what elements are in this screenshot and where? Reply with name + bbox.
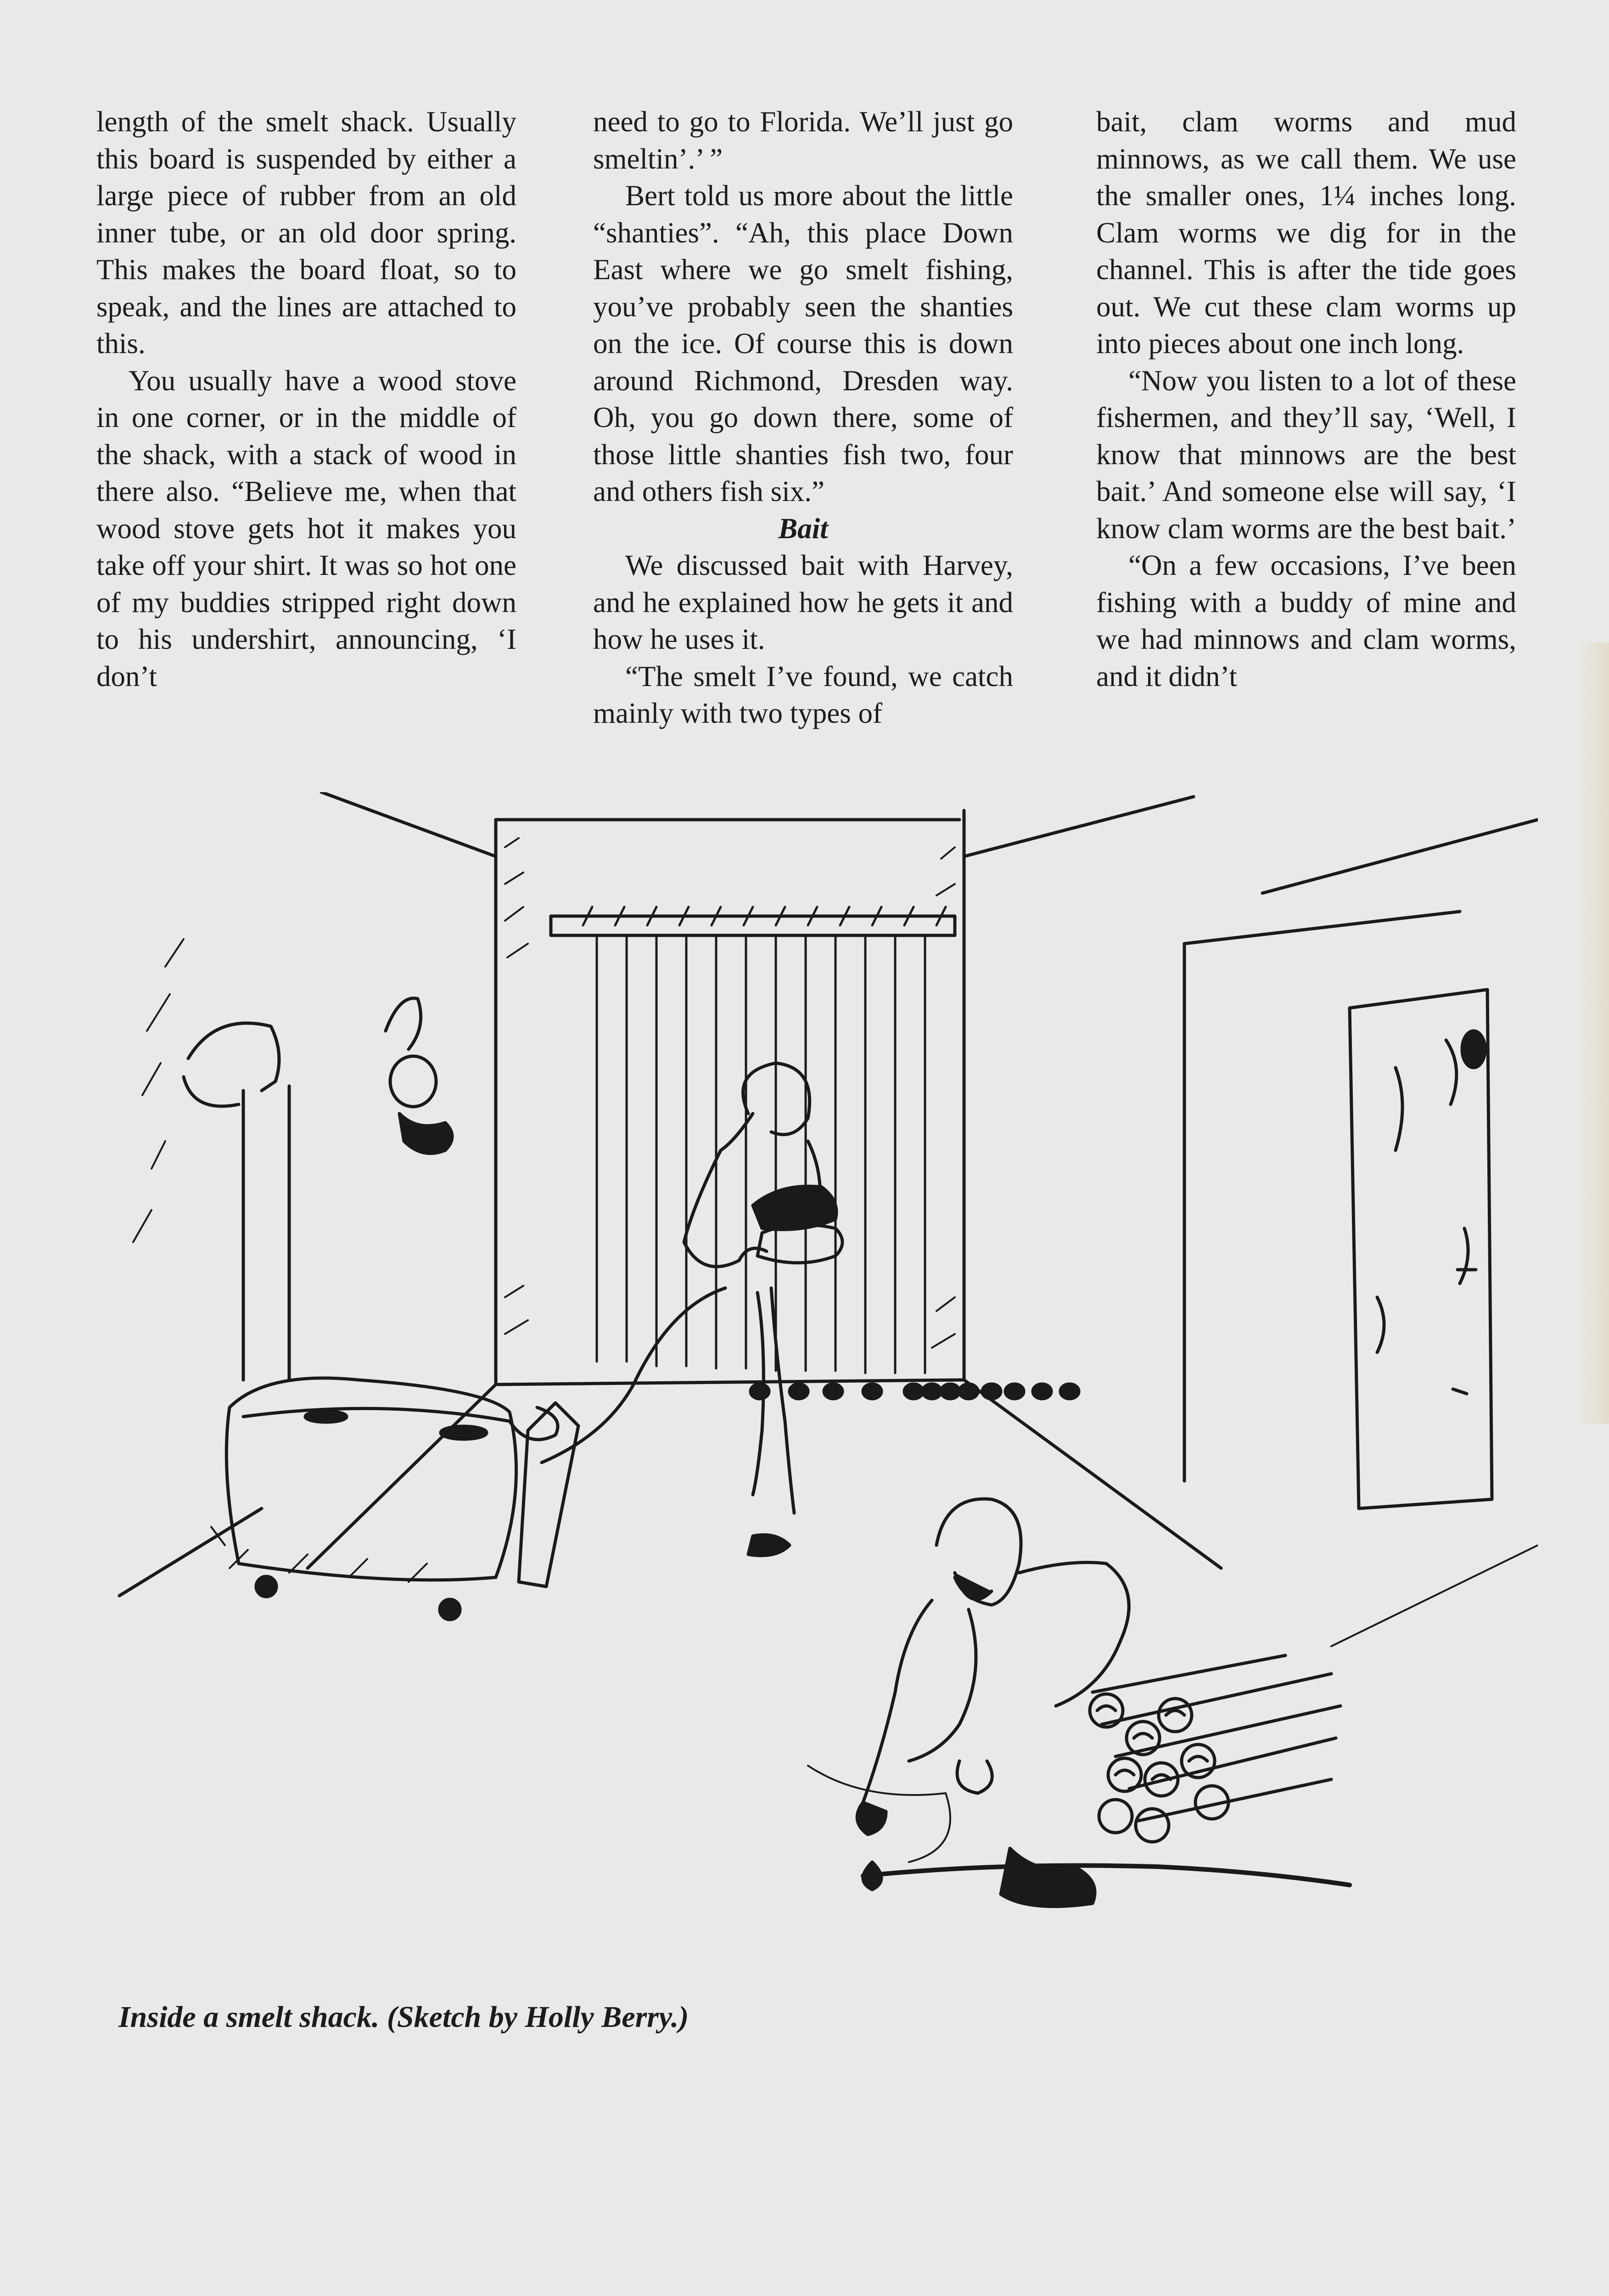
wood-stove-drawing [184, 1023, 578, 1620]
text-column-3 [1096, 103, 1516, 695]
paragraph: Bert told us more about the little “shanties”. “Ah, this place Down East where we go smelt fishing, you’ve probably seen the shanties on the ice. Of course this is down around Richmond, Dresden way. Oh, you go down there, some of those little shanties fish two, four and others fish six.” [593, 180, 1013, 507]
lantern-drawing [386, 998, 452, 1154]
kneeling-man-drawing [857, 1499, 1129, 1835]
paragraph: bait, clam worms and mud minnows, as we call them. We use the smaller ones, 1¼ inches long. Clam worms we dig for in the channel. This is after the tide goes out. We cut these clam worms up into pieces about one inch long. [1096, 106, 1516, 360]
illustration-caption: Inside a smelt shack. (Sketch by Holly Berry.) [118, 2000, 689, 2034]
paragraph: “On a few occasions, I’ve been fishing with a buddy of mine and we had minnows and clam worms, and it didn’t [1096, 549, 1516, 692]
paragraph: length of the smelt shack. Usually this board is suspended by either a large piece of rubber from an old inner tube, or an old door spring. This makes the board float, so to speak, and the lines are attached to this. [96, 106, 516, 360]
paper-stain [1577, 643, 1609, 1424]
paragraph: We discussed bait with Harvey, and he explained how he gets it and how he uses it. [593, 549, 1013, 655]
smelt-shack-sketch [92, 792, 1538, 1931]
section-subheading: Bait [778, 512, 828, 545]
line-weights-drawing [751, 1384, 1079, 1399]
text-column-1 [96, 103, 516, 695]
door-drawing [1350, 990, 1492, 1508]
paragraph: “Now you listen to a lot of these fishermen, and they’ll say, ‘Well, I know that minnows are the best bait.’ And someone else will say, ‘I know clam worms are the best bait.’ [1096, 364, 1516, 545]
paragraph: You usually have a wood stove in one corner, or in the middle of the shack, with a stack of wood in there also. “Believe me, when that wood stove gets hot it makes you take off your shirt. It was so hot one of my buddies stripped right down to his undershirt, announcing, ‘I don’t [96, 364, 516, 692]
paragraph: “The smelt I’ve found, we catch mainly with two types of [593, 660, 1013, 729]
article-text [96, 103, 1519, 783]
text-column-2 [593, 103, 1013, 732]
standing-man-drawing [542, 1063, 842, 1556]
paragraph: need to go to Florida. We’ll just go smeltin’.’ ” [593, 106, 1013, 175]
line-rack-drawing [551, 907, 955, 1373]
